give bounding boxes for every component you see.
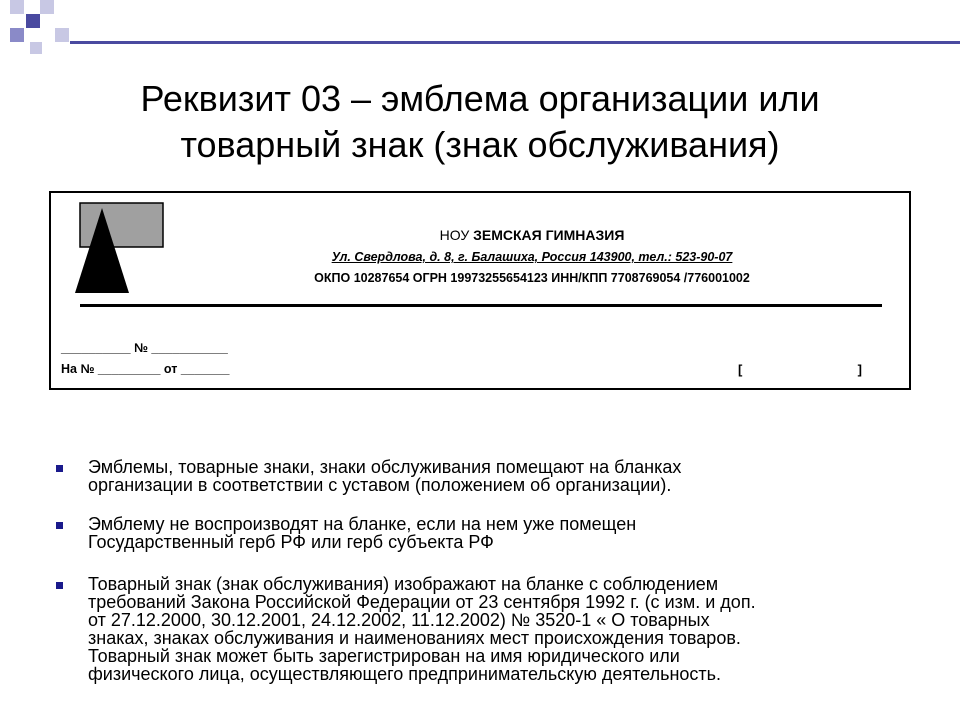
organization-title: ЗЕМСКАЯ ГИМНАЗИЯ [473, 227, 625, 243]
reference-number-line: На № _________ от _______ [61, 362, 230, 376]
slide-title-line2: товарный знак (знак обслуживания) [180, 124, 780, 165]
bullet-text-line: Эмблемы, товарные знаки, знаки обслуживания помещают на бланках [88, 457, 682, 477]
bullet-square-icon [56, 522, 63, 529]
bullet-text-line: Эмблему не воспроизводят на бланке, если на нем уже помещен [88, 514, 637, 534]
emblem-icon [71, 200, 171, 295]
slide-title-line1: Реквизит 03 – эмблема организации или [140, 78, 820, 119]
bracket-close: ] [857, 362, 862, 377]
document-number-line: __________ № ___________ [61, 341, 228, 355]
bracket-open: [ [738, 362, 743, 377]
letterhead-divider [80, 304, 882, 307]
organization-address: Ул. Свердлова, д. 8, г. Балашиха, Россия 143900, тел.: 523-90-07 [331, 250, 733, 264]
bullet-square-icon [56, 465, 63, 472]
bullet-text-line: знаках, знаках обслуживания и наименованиях мест происхождения товаров. [88, 628, 741, 648]
bullet-text-line: Товарный знак (знак обслуживания) изображают на бланке с соблюдением [88, 574, 719, 594]
addressee-bracket [738, 362, 862, 377]
organization-prefix: НОУ [439, 227, 470, 243]
slide-title [0, 76, 960, 168]
organization-codes: ОКПО 10287654 ОГРН 19973255654123 ИНН/КПП 7708769054 /776001002 [314, 271, 750, 285]
bullet-text-line: требований Закона Российской Федерации от 23 сентября 1992 г. (с изм. и доп. [88, 592, 756, 612]
letterhead-sample [49, 191, 911, 390]
organization-name [171, 227, 893, 243]
bullet-text-line: физического лица, осуществляющего предпринимательскую деятельность. [88, 664, 722, 684]
bullet-square-icon [56, 582, 63, 589]
bullet-text-line: от 27.12.2000, 30.12.2001, 24.12.2002, 11.12.2002) № 3520-1 « О товарных [88, 610, 710, 630]
bullet-text-line: Государственный герб РФ или герб субъекта РФ [88, 532, 494, 552]
header-divider-line [70, 41, 960, 44]
bullet-text-line: организации в соответствии с уставом (положением об организации). [88, 475, 672, 495]
bullet-text-line: Товарный знак может быть зарегистрирован на имя юридического или [88, 646, 680, 666]
